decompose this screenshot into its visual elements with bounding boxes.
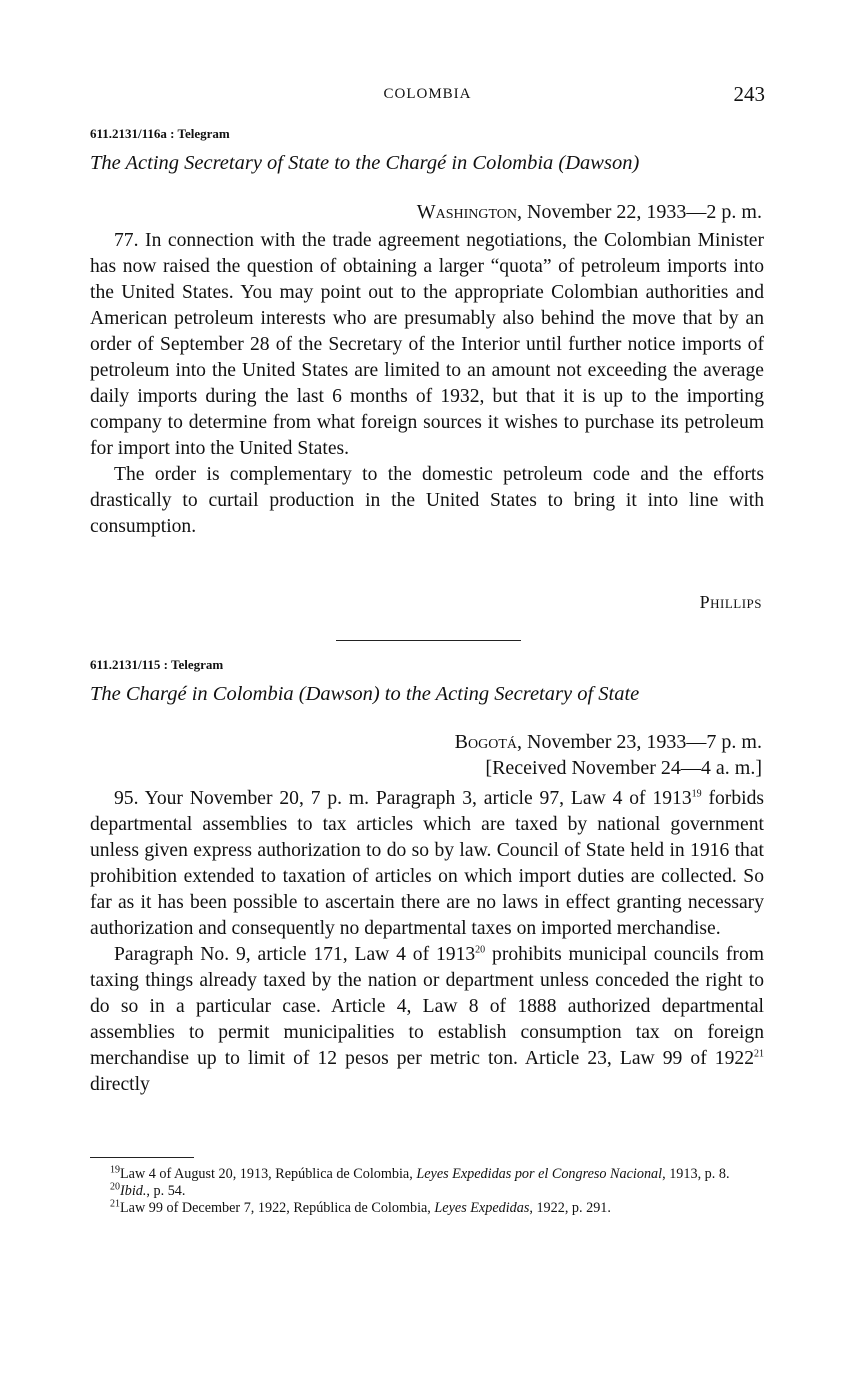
- doc2-title: The Chargé in Colombia (Dawson) to the Acting Secretary of State: [90, 683, 640, 705]
- footnote-21: [90, 1200, 764, 1217]
- footnote-ref-20: 20: [475, 944, 486, 956]
- footnote-19-text-a: Law 4 of August 20, 1913, República de Colombia,: [120, 1166, 417, 1182]
- footnote-19-text-b: , 1913, p. 8.: [662, 1166, 730, 1182]
- footnote-ref-19: 19: [691, 788, 702, 800]
- doc1-date: November 22, 1933—2 p. m.: [527, 201, 762, 223]
- doc2-paragraph-1: [90, 786, 764, 942]
- doc1-paragraph-2: The order is complementary to the domestic petroleum code and the efforts drastically to curtail production in the United States to bring it into line with consumption.: [90, 464, 764, 537]
- doc2-place: Bogotá,: [454, 731, 523, 753]
- doc2-date: November 23, 1933—7 p. m.: [527, 731, 762, 753]
- page-number: 243: [733, 82, 765, 106]
- doc2-p1-text-b: forbids departmental assemblies to tax articles which are taxed by national government unless given express authorization to do so by law. Council of State held in 1916 that prohibition extended to taxation of articles on which import duties are collected. So far as it has been possible to ascertain there are no laws in effect granting necessary authorization and consequently no departmental taxes on imported merchandise.: [90, 788, 764, 939]
- doc1-dateline: [417, 201, 762, 224]
- footnote-21-title: Leyes Expedidas: [434, 1200, 530, 1216]
- doc1-title: The Acting Secretary of State to the Chargé in Colombia (Dawson): [90, 152, 640, 174]
- doc2-p2-text-a: Paragraph No. 9, article 171, Law 4 of 1913: [114, 944, 476, 965]
- doc2-file-number: 611.2131/115 : Telegram: [90, 657, 224, 672]
- doc2-p1-text-a: 95. Your November 20, 7 p. m. Paragraph 3, article 97, Law 4 of 1913: [114, 788, 692, 809]
- footnote-ref-21: 21: [754, 1048, 764, 1060]
- footnote-rule: [90, 1157, 194, 1158]
- footnote-19: [90, 1166, 764, 1183]
- footnote-20-number: 20: [110, 1181, 120, 1193]
- doc1-body: [90, 228, 764, 540]
- doc2-paragraph-2: [90, 942, 764, 1098]
- doc1-signature: Phillips: [699, 592, 762, 612]
- footnote-21-text-b: , 1922, p. 291.: [529, 1200, 611, 1216]
- footnote-20-title: Ibid.: [120, 1183, 147, 1199]
- footnote-21-number: 21: [110, 1198, 120, 1210]
- running-head: [90, 84, 765, 108]
- footnote-21-text-a: Law 99 of December 7, 1922, República de Colombia,: [120, 1200, 435, 1216]
- footnote-19-number: 19: [110, 1164, 120, 1176]
- section-divider: [336, 640, 521, 641]
- doc2-dateline: [455, 731, 762, 754]
- doc1-file-number: 611.2131/116a : Telegram: [90, 126, 230, 141]
- doc1-place: Washington,: [416, 201, 523, 223]
- running-head-country: COLOMBIA: [383, 86, 472, 102]
- footnotes: [90, 1166, 764, 1217]
- doc2-body: [90, 786, 764, 1098]
- doc1-paragraph-1: 77. In connection with the trade agreement negotiations, the Colombian Minister has now raised the question of obtaining a larger “quota” of petroleum imports into the United States. You may point out to the appropriate Colombian authorities and American petroleum interests who are presumably also behind the move that by an order of September 28 of the Secretary of the Interior until further notice imports of petroleum into the United States are limited to an amount not exceeding the average daily imports during the last 6 months of 1932, but that it is up to the importing company to determine from what foreign sources it wishes to purchase its petroleum for import into the United States.: [90, 230, 764, 459]
- doc2-p2-text-b: prohibits municipal councils from taxing things already taxed by the nation or department unless conceded the right to do so in a particular case. Article 4, Law 8 of 1888 authorized departmental assemblies to permit municipalities to establish consumption tax on foreign merchandise up to limit of 12 pesos per metric ton. Article 23, Law 99 of 1922: [90, 944, 764, 1069]
- footnote-20: [90, 1183, 764, 1200]
- doc2-p2-text-c: directly: [90, 1074, 150, 1095]
- footnote-19-title: Leyes Expedidas por el Congreso Nacional: [416, 1166, 663, 1182]
- footnote-20-text-b: , p. 54.: [146, 1183, 186, 1199]
- doc2-received: [Received November 24—4 a. m.]: [485, 757, 762, 779]
